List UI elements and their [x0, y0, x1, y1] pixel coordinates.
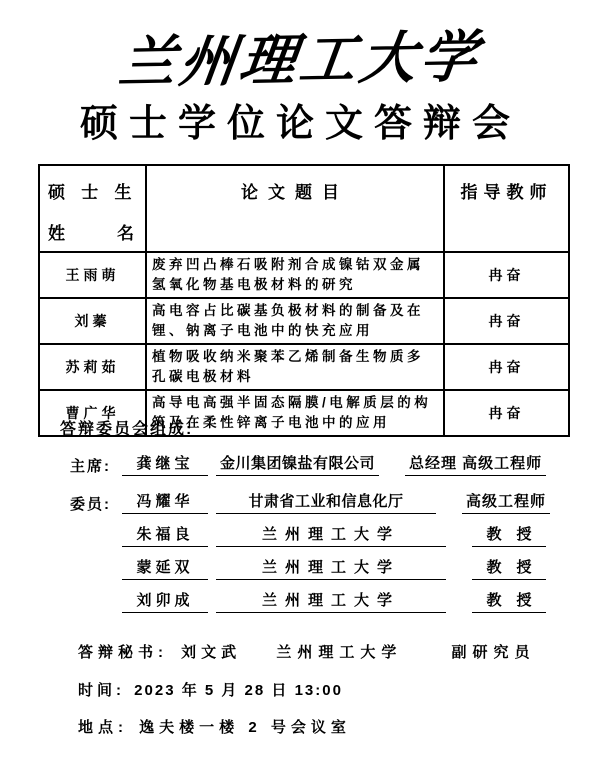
header-student-name-line2: 姓 名 — [48, 224, 140, 243]
member-affiliation: 兰州理工大学 — [216, 523, 446, 547]
chair-name: 龚继宝 — [122, 452, 208, 476]
thesis-title: 植物吸收纳米聚苯乙烯制备生物质多孔碳电极材料 — [146, 344, 444, 390]
committee-member-line — [70, 523, 546, 547]
member-title: 教 授 — [472, 523, 546, 547]
secretary-label: 答辩秘书: — [78, 644, 168, 661]
committee-section-title: 答辩委员会组成: — [60, 421, 194, 438]
thesis-title: 高电容占比碳基负极材料的制备及在锂、钠离子电池中的快充应用 — [146, 298, 444, 344]
location-label: 地点: — [78, 719, 128, 736]
committee-member-line — [70, 556, 546, 580]
student-name: 苏莉茹 — [39, 344, 146, 390]
time-value: 2023 年 5 月 28 日 13:00 — [134, 682, 343, 699]
time-label: 时间: — [78, 682, 125, 699]
member-affiliation: 兰州理工大学 — [216, 556, 446, 580]
committee-member-line — [70, 589, 546, 613]
chair-label: 主席: — [70, 458, 111, 475]
header-thesis-title: 论文题目 — [146, 165, 444, 252]
committee-chair-line — [70, 452, 546, 476]
advisor-name: 冉奋 — [444, 298, 569, 344]
students-table — [38, 164, 570, 437]
member-name: 冯耀华 — [122, 490, 208, 514]
header-advisor: 指导教师 — [444, 165, 569, 252]
chair-affiliation: 金川集团镍盐有限公司 — [216, 452, 379, 476]
location-value: 逸夫楼一楼 2 号会议室 — [139, 719, 351, 736]
university-calligraphy-logo: 兰州理工大学 — [115, 26, 485, 96]
student-name: 刘蓁 — [39, 298, 146, 344]
member-affiliation: 兰州理工大学 — [216, 589, 446, 613]
secretary-name: 刘文武 — [181, 644, 242, 661]
secretary-affiliation: 兰州理工大学 — [276, 644, 403, 661]
chair-title: 总经理 高级工程师 — [405, 452, 546, 476]
location-line — [78, 716, 351, 737]
page-title: 硕士学位论文答辩会 — [79, 103, 521, 145]
student-name: 曹广华 — [39, 390, 146, 436]
member-label: 委员: — [70, 496, 111, 513]
table-row — [39, 252, 569, 298]
member-name: 刘卯成 — [122, 589, 208, 613]
table-header-row — [39, 165, 569, 252]
table-row — [39, 298, 569, 344]
student-name: 王雨萌 — [39, 252, 146, 298]
secretary-title: 副研究员 — [451, 644, 536, 661]
thesis-title: 废弃凹凸棒石吸附剂合成镍钴双金属氢氧化物基电极材料的研究 — [146, 252, 444, 298]
advisor-name: 冉奋 — [444, 252, 569, 298]
header-student-name-line1: 硕 士 生 — [48, 183, 138, 202]
member-name: 朱福良 — [122, 523, 208, 547]
member-affiliation: 甘肃省工业和信息化厅 — [216, 490, 436, 514]
member-title: 教 授 — [472, 556, 546, 580]
committee-member-line — [70, 490, 550, 514]
member-title: 教 授 — [472, 589, 546, 613]
advisor-name: 冉奋 — [444, 390, 569, 436]
table-row — [39, 344, 569, 390]
member-title: 高级工程师 — [462, 490, 550, 514]
secretary-line — [78, 641, 536, 662]
thesis-title: 高导电高强半固态隔膜/电解质层的构筑及在柔性锌离子电池中的应用 — [146, 390, 444, 436]
header-student-name — [39, 165, 146, 252]
time-line — [78, 679, 343, 700]
advisor-name: 冉奋 — [444, 344, 569, 390]
member-name: 蒙延双 — [122, 556, 208, 580]
